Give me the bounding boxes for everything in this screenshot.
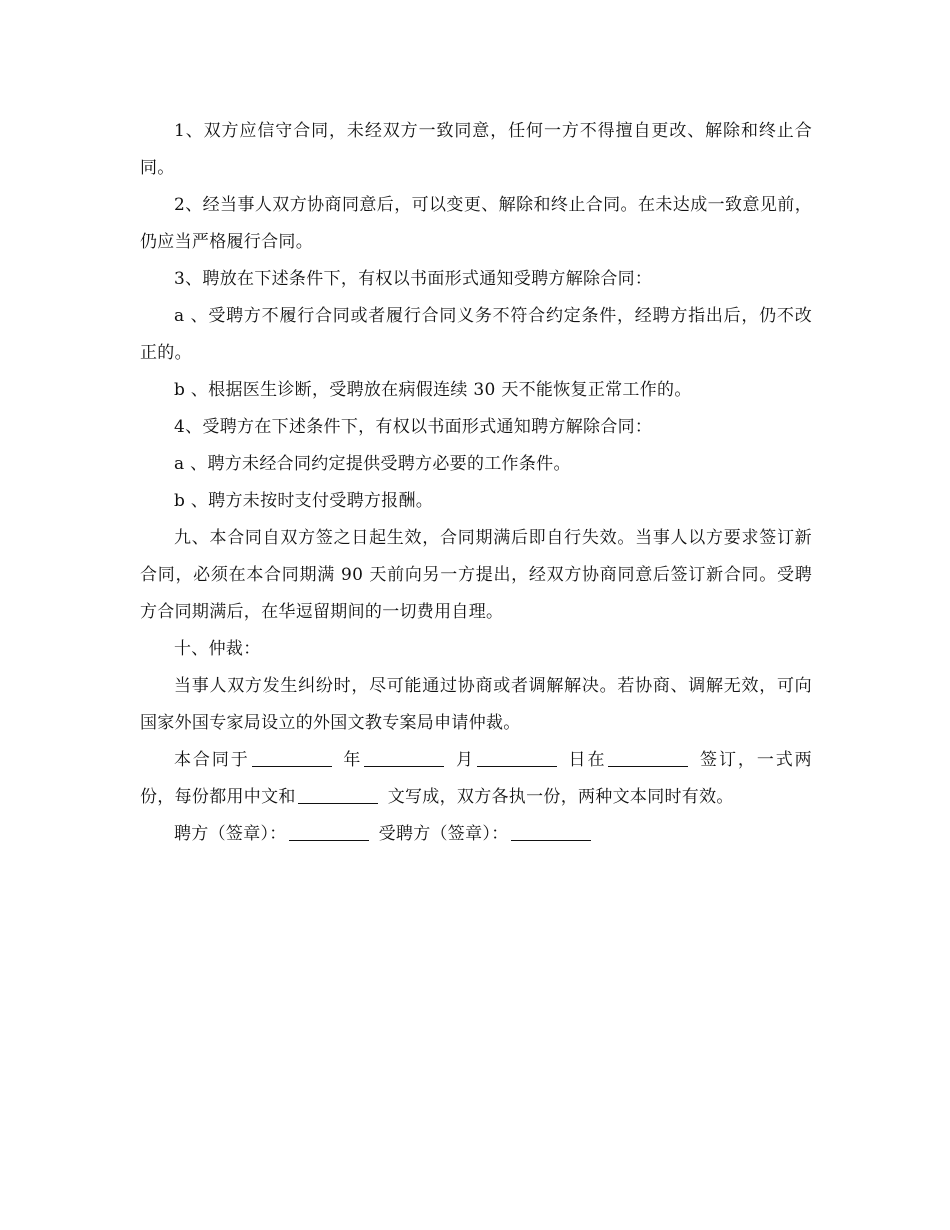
- employee-signature-label: 受聘方（签章）：: [378, 824, 509, 844]
- clause-paragraph: 九、本合同自双方签之日起生效，合同期满后即自行失效。当事人以方要求签订新合同，必须在本合同期满 90 天前向另一方提出，经双方协商同意后签订新合同。受聘方合同期满后，在华逗留期间的一切费用自理。: [140, 528, 812, 622]
- clause-paragraph: b 、聘方未按时支付受聘方报酬。: [174, 491, 434, 511]
- year-blank: [252, 746, 332, 767]
- signing-month-label: 月: [454, 750, 475, 770]
- contract-body: [140, 113, 812, 853]
- signing-date-paragraph: [140, 742, 812, 816]
- employee-signature-blank: [511, 820, 591, 841]
- day-blank: [477, 746, 557, 767]
- signing-prefix: 本合同于: [174, 750, 250, 770]
- clause-paragraph: 1、双方应信守合同，未经双方一致同意，任何一方不得擅自更改、解除和终止合同。: [140, 121, 812, 178]
- employer-signature-label: 聘方（签章）：: [174, 824, 287, 844]
- section-heading-arbitration: 十、仲裁：: [174, 639, 261, 659]
- clause-paragraph: a 、受聘方不履行合同或者履行合同义务不符合约定条件，经聘方指出后，仍不改正的。: [140, 306, 812, 363]
- employer-signature-blank: [289, 820, 369, 841]
- signing-day-label: 日在: [566, 750, 607, 770]
- signing-year-label: 年: [341, 750, 363, 770]
- clause-paragraph: 当事人双方发生纠纷时，尽可能通过协商或者调解解决。若协商、调解无效，可向国家外国专家局设立的外国文教专案局申请仲裁。: [140, 676, 812, 733]
- clause-paragraph: b 、根据医生诊断，受聘放在病假连续 30 天不能恢复正常工作的。: [174, 380, 692, 400]
- place-blank: [608, 746, 688, 767]
- clause-paragraph: 2、经当事人双方协商同意后，可以变更、解除和终止合同。在未达成一致意见前，仍应当严格履行合同。: [140, 195, 812, 252]
- signature-line: [140, 816, 812, 853]
- signing-language-text: 文写成，双方各执一份，两种文本同时有效。: [387, 787, 734, 807]
- signing-signed-text: 签订，一式两份，每份都用中文和: [140, 750, 812, 807]
- language-blank: [298, 783, 378, 804]
- month-blank: [364, 746, 444, 767]
- clause-paragraph: 3、聘放在下述条件下，有权以书面形式通知受聘方解除合同：: [174, 269, 653, 289]
- clause-paragraph: a 、聘方未经合同约定提供受聘方必要的工作条件。: [174, 454, 571, 474]
- clause-paragraph: 4、受聘方在下述条件下，有权以书面形式通知聘方解除合同：: [174, 417, 653, 437]
